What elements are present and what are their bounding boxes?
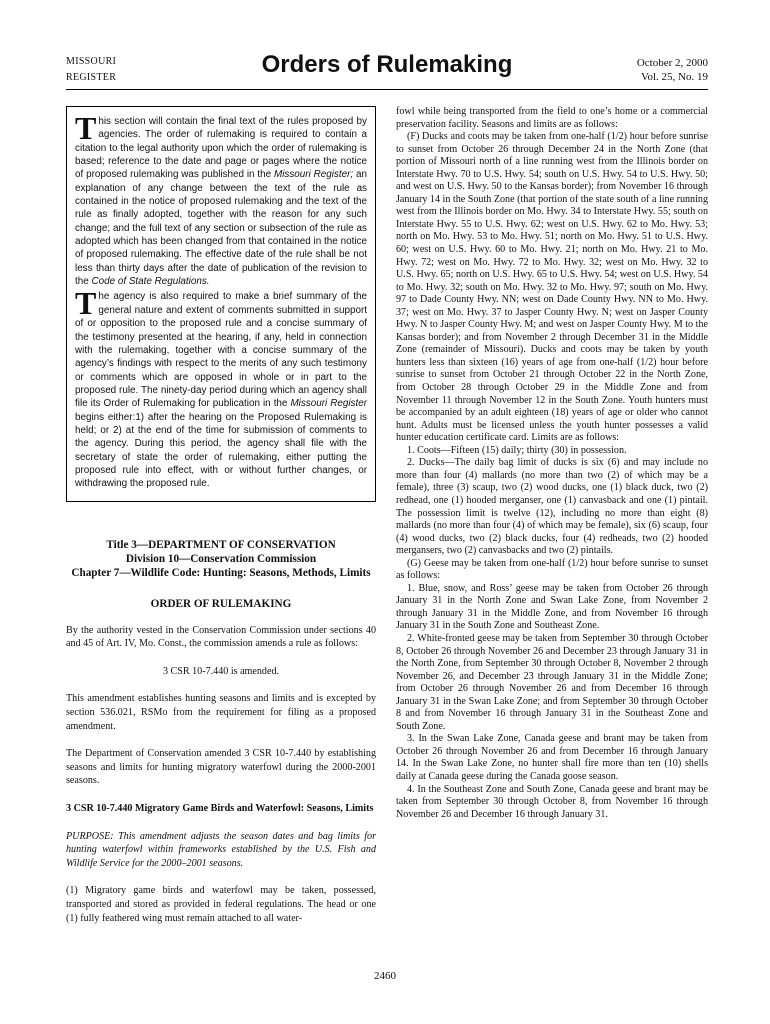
division-line: Division 10—Conservation Commission (125, 552, 317, 565)
subsection-f: (F) Ducks and coots may be taken from one-half (1/2) hour before sunrise to sunset from October 26 through December 24 in the North Zone (that portion of Missouri north of a line running west from the Illinois border on Interstate Hwy. 70 to U.S. Hwy. 54; south on U.S. Hwy. 54 to U.S. Hwy. 50; and west on U.S. Hwy. 50 to the Kansas border); from November 16 through January 14 in the South Zone (that portion of the state south of a line running west from the Illinois border on Mo. Hwy. 34 to Interstate Hwy. 55; south on Interstate Hwy. 55 to U.S. Hwy. 62; west on U.S. Hwy. 62 to Mo. Hwy. 53; north on Mo. Hwy. 53 to Mo. Hwy. 51; north on Mo. Hwy. 51 to U.S. Hwy. 60; west on U.S. Hwy. 60 to Mo. Hwy. 21; north on Mo. Hwy. 21 to Mo. Hwy. 72; west on Mo. Hwy. 72 to Mo. Hwy. 32; west on Mo. Hwy. 32 to U.S. Hwy. 65; north on U.S. Hwy. 65 to U.S. Hwy. 54; west on U.S. Hwy. 54 to Mo. Hwy. 32; south on Mo. Hwy. 32 to Mo. Hwy. 97; south on Mo. Hwy. 97 to Dade County Hwy. NN; west on Dade County Hwy. NN to Mo. Hwy. 37; west on Mo. Hwy. 37 to Jasper County Hwy. N; west on Jasper County Hwy. N to Jasper County Hwy. M; and west on Jasper County Hwy. M to the Kansas border); and from November 2 through December 31 in the Middle Zone (remainder of Missouri). Ducks and coots may be taken by youth hunters less than sixteen (16) years of age from one-half (1/2) hour before sunrise to sunset from October 21 through October 22 in the North Zone, from October 28 through October 29 in the Middle Zone and from November 11 through November 12 in the South Zone. Youth hunters must be accompanied by an adult eighteen (18) years of age or older who cannot hunt. Adults must be licensed unless the youth hunter possesses a valid hunter education certificate card. Limits are as follows: (396, 131, 709, 444)
amendment-note: The Department of Conservation amended 3 CSR 10-7.440 by establishing seasons and limits for hunting migratory waterfowl during the 2000-2001 seasons. (66, 748, 376, 787)
intro-box (66, 106, 376, 502)
issue-volume: Vol. 25, No. 19 (640, 71, 708, 83)
geese-item-1: 1. Blue, snow, and Ross’ geese may be taken from October 26 through January 31 in the North Zone and Swan Lake Zone, from November 2 through January 31 in the Middle Zone, and from November 16 through January 31 in the South Zone and Southeast Zone. (396, 582, 708, 632)
intro-text: his section will contain the final text of the rules proposed by agencies. The order of rulemaking is required to contain a citation to the legal authority upon which the order of rulemaking is based; reference to the date and page or pages where the notice of proposed rulemaking was published in the (75, 116, 367, 181)
rule-title-block (66, 538, 376, 580)
order-heading: ORDER OF RULEMAKING (150, 597, 292, 610)
publication-line-2: REGISTER (66, 72, 117, 83)
intro-text: begins either:1) after the hearing on the Proposed Rulemaking is held; or 2) at the end of the time for submission of comments to the agency. During this period, the agency shall file with the secretary of state the order of rulemaking, either putting the proposed rule into effect, with or without further changes, or withdrawing the proposed rule. (75, 411, 367, 490)
exception-paragraph: This amendment establishes hunting seasons and limits and is excepted by section 536.021, RSMo from the requirement for filing as a proposed amendment. (66, 693, 376, 732)
section-title: Orders of Rulemaking (261, 51, 513, 78)
intro-text: he agency is also required to make a brief summary of the general nature and extent of comments submitted in support of or opposition to the proposed rule and a concise summary of the testimony presented at the hearing, if any, held in connection with the rulemaking, together with a concise summary of the agency’s findings with respect to the merits of any such testimony or comments which are opposed in whole or in part to the proposed rule. The ninety-day period during which an agency shall file its Order of Rulemaking for publication in the (75, 291, 367, 410)
right-column (396, 106, 708, 821)
drop-cap: T (75, 110, 97, 146)
drop-cap: T (75, 285, 97, 322)
geese-item-4: 4. In the Southeast Zone and South Zone, Canada geese and brant may be taken from September 30 through October 8, from November 16 through November 26 and December 16 through January 31. (396, 783, 708, 820)
intro-paragraph-1 (75, 110, 367, 288)
chapter-line: Chapter 7—Wildlife Code: Hunting: Seasons, Methods, Limits (71, 566, 371, 579)
section-1-paragraph: (1) Migratory game birds and waterfowl may be taken, possessed, transported and stored as provided in federal regulations. The head or one (1) fully feathered wing must remain attached to all water- (66, 885, 376, 924)
intro-paragraph-2 (75, 285, 368, 490)
subsection-g: (G) Geese may be taken from one-half (1/2) hour before sunrise to sunset as follows: (396, 557, 708, 582)
authority-paragraph: By the authority vested in the Conservation Commission under sections 40 and 45 of Art. IV, Mo. Const., the commission amends a rule as follows: (66, 624, 376, 650)
geese-item-3: 3. In the Swan Lake Zone, Canada geese and brant may be taken from October 26 through November 26 and from December 16 through January 14. In the Swan Lake Zone, no hunter shall fire more than ten (10) shells daily at Canada geese during the Canada goose season. (396, 733, 708, 782)
geese-item-2: 2. White-fronted geese may be taken from September 30 through October 8, October 26 through November 26 and December 23 through January 31 in the North Zone, from September 30 through October 8, November 2 through November 26, and December 23 through January 31 in the Middle Zone; from October 26 through November 26 and from December 16 through January 31 in the Swan Lake Zone; and from September 30 through October 8 and from November 16 through January 31 in the Southeast Zone and South Zone. (396, 632, 708, 732)
intro-italic: Code of State Regulations. (91, 276, 210, 288)
purpose-paragraph: PURPOSE: This amendment adjusts the season dates and bag limits for hunting waterfowl within frameworks established by the U.S. Fish and Wildlife Service for the 2000–2001 seasons. (66, 830, 376, 869)
header-divider (66, 89, 708, 90)
intro-text: an explanation of any change between the text of the rule as contained in the notice of proposed rulemaking and the text of the rule as finally adopted, together with the reason for any such change; and the full text of any section or subsection of the rule as adopted which has been changed from that contained in the notice of proposed rulemaking. The effective date of the rule shall be not less than thirty days after the date of publication of the revision to the (75, 169, 367, 288)
issue-info (637, 56, 708, 84)
rule-title: 3 CSR 10-7.440 Migratory Game Birds and Waterfowl: Seasons, Limits (66, 802, 374, 814)
intro-italic: Missouri Register; (274, 169, 354, 181)
page-header (66, 48, 708, 88)
issue-date: October 2, 2000 (636, 57, 708, 69)
page-number: 2460 (374, 970, 396, 982)
intro-italic: Missouri Register (290, 398, 368, 410)
continued-paragraph: fowl while being transported from the field to one’s home or a commercial preservation facility. Seasons and limits are as follows: (396, 106, 708, 130)
left-column (66, 106, 376, 925)
coots-limit: 1. Coots—Fifteen (15) daily; thirty (30) in possession. (407, 444, 627, 456)
title-line: Title 3—DEPARTMENT OF CONSERVATION (106, 538, 336, 551)
ducks-limit: 2. Ducks—The daily bag limit of ducks is six (6) and may include no more than four (4) mallards (no more than two (2) of which may be a female), three (3) scaup, two (2) wood ducks, one (1) black duck, two (2) redhead, one (1) hooded merganser, one (1) canvasback and one (1) pintail. The possession limit is twelve (12), including no more than eight (8) mallards (no more than four (4) of which may be female), six (6) scaup, four (4) wood ducks, two (2) black ducks, four (4) redheads, two (2) hooded mergansers, two (2) canvasbacks and two (2) pintails. (396, 457, 708, 557)
amended-statement: 3 CSR 10-7.440 is amended. (162, 665, 280, 677)
publication-line-1: MISSOURI (66, 56, 117, 67)
